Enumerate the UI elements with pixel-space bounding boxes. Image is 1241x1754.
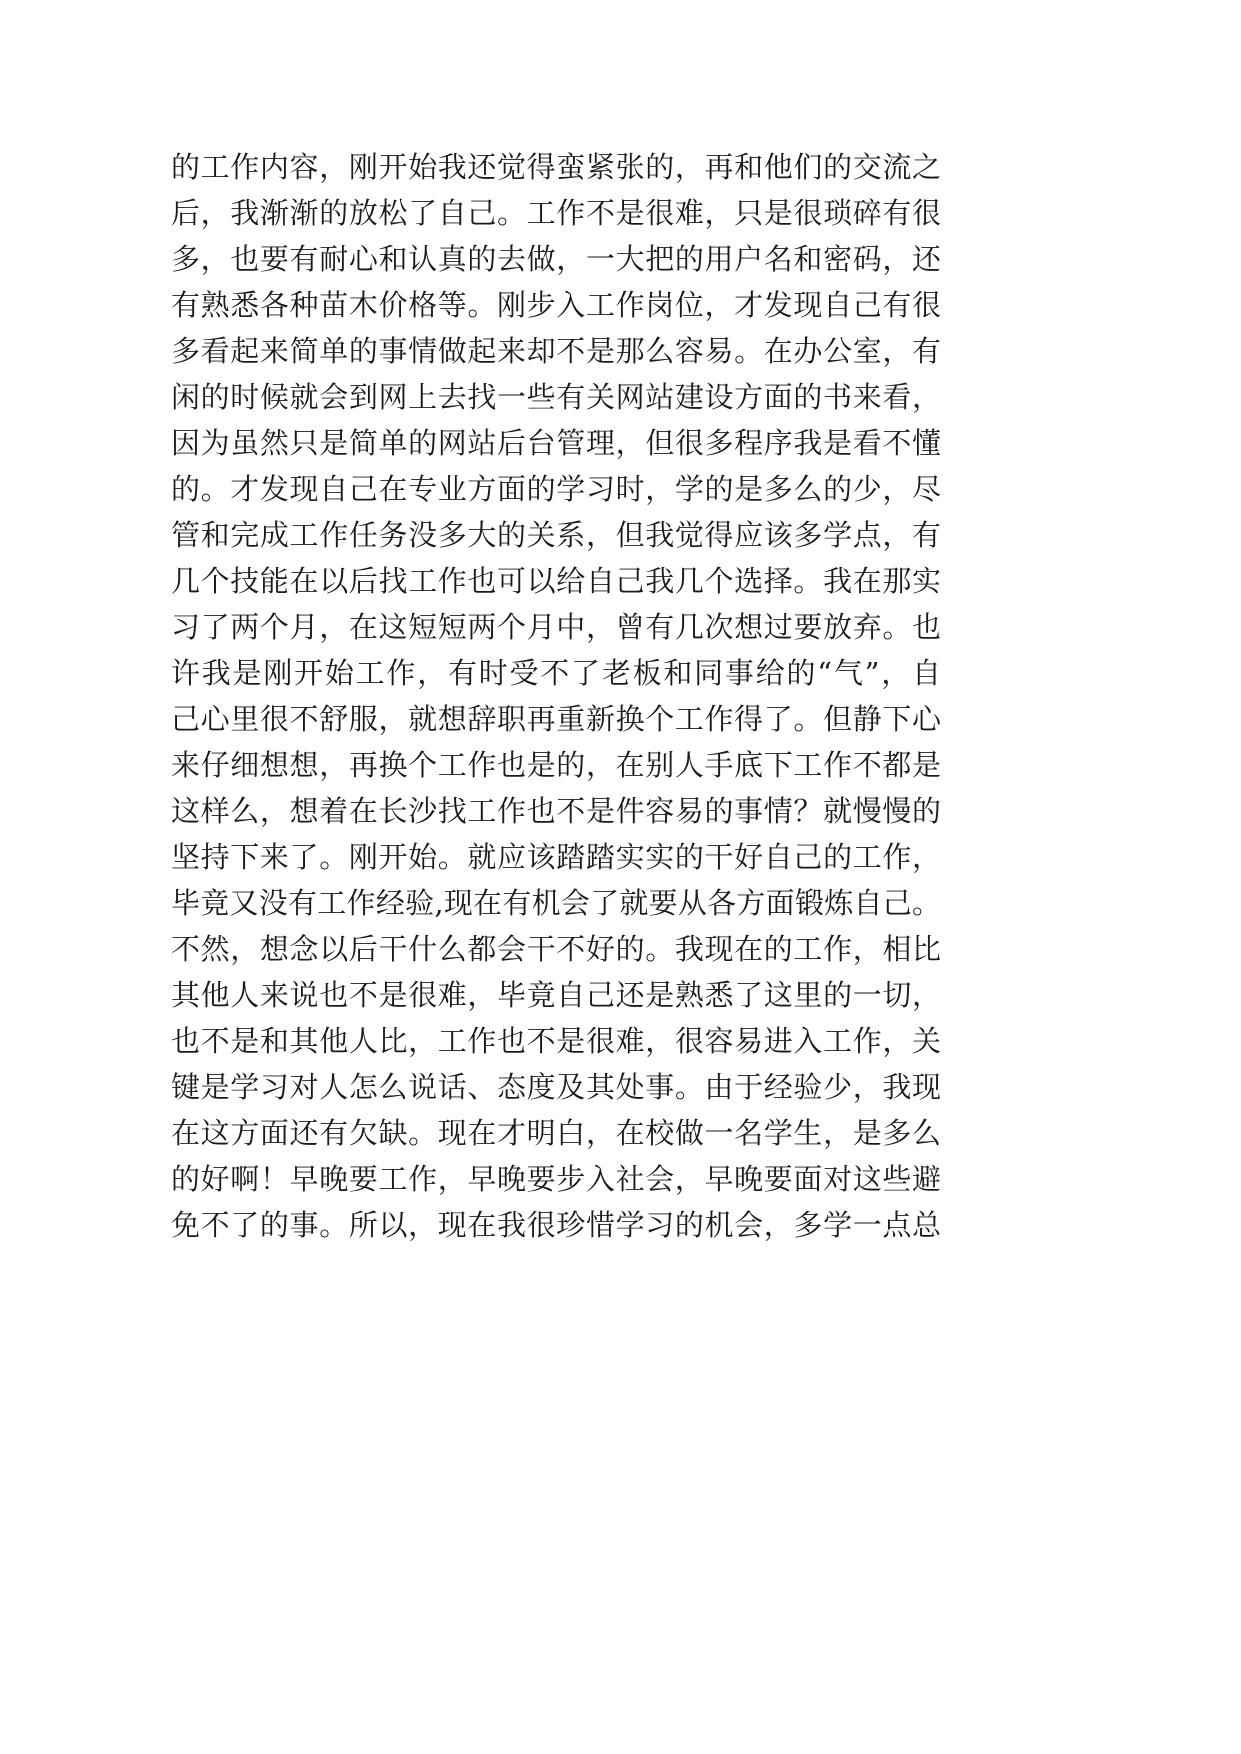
text-line: 己心里很不舒服，就想辞职再重新换个工作得了。但静下心 <box>171 702 941 736</box>
text-line: 习了两个月，在这短短两个月中，曾有几次想过要放弃。也 <box>171 610 941 644</box>
text-line: 有熟悉各种苗木价格等。刚步入工作岗位，才发现自己有很 <box>171 288 941 322</box>
text-line: 多看起来简单的事情做起来却不是那么容易。在办公室，有 <box>171 334 941 368</box>
text-line: 许我是刚开始工作，有时受不了老板和同事给的“气”，自 <box>171 656 941 690</box>
text-line: 毕竟又没有工作经验,现在有机会了就要从各方面锻炼自己。 <box>171 886 941 920</box>
text-line: 这样么，想着在长沙找工作也不是件容易的事情？就慢慢的 <box>171 794 941 828</box>
text-line: 在这方面还有欠缺。现在才明白，在校做一名学生，是多么 <box>171 1116 941 1150</box>
text-line: 免不了的事。所以，现在我很珍惜学习的机会，多学一点总 <box>171 1208 941 1242</box>
text-line: 管和完成工作任务没多大的关系，但我觉得应该多学点，有 <box>171 518 941 552</box>
text-line: 后，我渐渐的放松了自己。工作不是很难，只是很琐碎有很 <box>171 196 941 230</box>
text-line: 也不是和其他人比，工作也不是很难，很容易进入工作，关 <box>171 1024 941 1058</box>
text-line: 不然，想念以后干什么都会干不好的。我现在的工作，相比 <box>171 932 941 966</box>
text-line: 闲的时候就会到网上去找一些有关网站建设方面的书来看， <box>171 380 941 414</box>
text-line: 几个技能在以后找工作也可以给自己我几个选择。我在那实 <box>171 564 941 598</box>
text-line: 其他人来说也不是很难，毕竟自己还是熟悉了这里的一切， <box>171 978 941 1012</box>
text-line: 的好啊！早晚要工作，早晚要步入社会，早晚要面对这些避 <box>171 1162 941 1196</box>
text-line: 多，也要有耐心和认真的去做，一大把的用户名和密码，还 <box>171 242 941 276</box>
text-line: 来仔细想想，再换个工作也是的，在别人手底下工作不都是 <box>171 748 941 782</box>
text-line: 的工作内容，刚开始我还觉得蛮紧张的，再和他们的交流之 <box>171 150 941 184</box>
text-line: 的。才发现自己在专业方面的学习时，学的是多么的少，尽 <box>171 472 941 506</box>
body-paragraph <box>171 144 941 1248</box>
text-line: 键是学习对人怎么说话、态度及其处事。由于经验少，我现 <box>171 1070 941 1104</box>
text-line: 坚持下来了。刚开始。就应该踏踏实实的干好自己的工作， <box>171 840 941 874</box>
text-line: 因为虽然只是简单的网站后台管理，但很多程序我是看不懂 <box>171 426 941 460</box>
